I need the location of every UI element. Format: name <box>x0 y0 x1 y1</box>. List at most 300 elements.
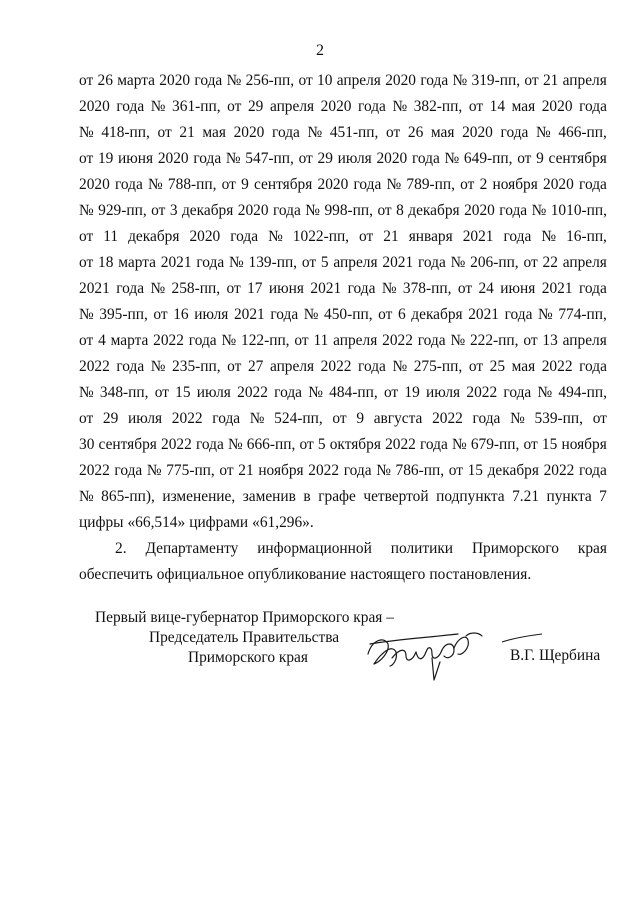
word: 484-пп, <box>329 384 378 401</box>
word: в <box>303 488 311 505</box>
word: года <box>273 202 301 219</box>
word: года <box>417 332 446 349</box>
handwritten-signature <box>362 622 488 686</box>
word: года <box>230 228 259 245</box>
word: 395-пп, <box>99 306 148 323</box>
word: 3 <box>169 202 178 219</box>
word: 2022 <box>171 410 203 427</box>
word: 30 <box>79 436 95 453</box>
word: июля <box>127 410 163 427</box>
word: 9 <box>356 410 365 427</box>
word: № <box>150 98 166 115</box>
word: 2022 <box>153 332 184 349</box>
word: 2021 <box>468 306 499 323</box>
word: декабря <box>411 306 463 323</box>
word: 139-пп, <box>248 254 298 271</box>
word: № <box>229 254 244 271</box>
word: 666-пп, <box>246 436 296 453</box>
word: 2020 <box>189 228 221 245</box>
word: 11 <box>103 228 119 245</box>
text-line <box>79 94 607 120</box>
word: апреля <box>333 254 378 271</box>
word: 2021 <box>541 280 573 297</box>
word: постановления. <box>429 566 532 583</box>
word: цифры <box>79 514 124 531</box>
word: № <box>386 176 402 193</box>
word: 22 <box>542 254 558 271</box>
word: от <box>468 98 484 115</box>
word: 2022 <box>161 436 192 453</box>
word: информационной <box>257 540 372 557</box>
text-line <box>79 432 607 458</box>
word: 2022 <box>79 462 110 479</box>
word: года <box>503 384 532 401</box>
word: 786-пп, <box>395 462 445 479</box>
word: года <box>578 280 607 297</box>
word: 450-пп, <box>324 306 373 323</box>
word: четвертой <box>363 488 429 505</box>
text-line <box>79 536 607 562</box>
word: марта <box>110 332 149 349</box>
signature-flourish <box>500 632 544 644</box>
text-line <box>79 484 607 510</box>
text-line <box>79 120 607 146</box>
word: 865-пп), <box>101 488 155 505</box>
word: июля <box>426 384 461 401</box>
text-line <box>79 250 607 276</box>
word: года <box>579 462 607 479</box>
text-line <box>79 198 607 224</box>
text-line <box>79 146 607 172</box>
word: № <box>392 358 408 375</box>
word: 361-пп, <box>172 98 221 115</box>
word: года <box>347 280 376 297</box>
word: 222-пп, <box>469 332 519 349</box>
word: № <box>307 124 323 141</box>
word: № <box>392 98 408 115</box>
word: года <box>116 98 145 115</box>
word: 2022 <box>466 384 498 401</box>
word: от <box>301 254 317 271</box>
word: 451-пп, <box>329 124 379 141</box>
word: 8 <box>396 202 404 219</box>
signer-title-line-1: Первый вице-губернатор Приморского края – <box>95 609 394 626</box>
word: июля <box>194 306 229 323</box>
word: декабря <box>487 462 539 479</box>
word: 7 <box>599 488 607 505</box>
word: 6 <box>397 306 406 323</box>
word: 256-пп, <box>245 72 295 89</box>
word: 17 <box>247 280 263 297</box>
word: № <box>536 124 551 141</box>
word: года <box>417 254 446 271</box>
word: 2022 <box>543 462 575 479</box>
word: 2021 <box>160 254 192 271</box>
word: июня <box>268 280 304 297</box>
word: обеспечить <box>79 566 153 583</box>
word: сентября <box>548 150 607 167</box>
word: года <box>579 358 607 375</box>
word: года <box>270 306 299 323</box>
word: № <box>268 228 283 245</box>
word: подпункта <box>436 488 505 505</box>
word: 21 <box>542 72 559 89</box>
word: № <box>148 176 163 193</box>
word: 21 <box>238 462 254 479</box>
word: года <box>411 150 440 167</box>
word: № <box>249 410 265 427</box>
word: пункта <box>546 488 592 505</box>
word: года <box>343 462 372 479</box>
word: 2021 <box>310 280 342 297</box>
word: апреля <box>333 332 378 349</box>
word: от <box>79 72 94 89</box>
word: 2020 <box>541 98 573 115</box>
word: года <box>116 358 145 375</box>
word: 418-пп, <box>101 124 150 141</box>
word: от <box>359 228 374 245</box>
word: 7.21 <box>512 488 540 505</box>
word: 2020 <box>79 176 110 193</box>
word: сентября <box>254 176 313 193</box>
word: года <box>499 202 528 219</box>
word: 2020 <box>237 202 269 219</box>
word: от <box>299 436 314 453</box>
word: апреля <box>269 98 315 115</box>
word: 319-пп, <box>471 72 521 89</box>
word: от <box>468 358 484 375</box>
word: 2020 <box>320 98 352 115</box>
word: ноября <box>258 462 304 479</box>
word: 998-пп, <box>324 202 373 219</box>
word: 775-пп, <box>166 462 215 479</box>
word: года <box>353 176 382 193</box>
word: от <box>523 254 538 271</box>
text-line <box>79 562 607 588</box>
word: апреля <box>336 72 381 89</box>
word: 547-пп, <box>245 150 294 167</box>
word: мая <box>202 124 226 141</box>
word: 2020 <box>376 150 408 167</box>
word: 2020 <box>79 98 110 115</box>
word: заменив <box>242 488 296 505</box>
word: года <box>274 384 302 401</box>
word: от <box>383 384 399 401</box>
word: 2022 <box>382 332 413 349</box>
word: 21 <box>179 124 195 141</box>
word: от <box>227 98 242 115</box>
word: от <box>460 176 475 193</box>
word: 348-пп, <box>99 384 149 401</box>
word: 2021 <box>382 254 414 271</box>
word: 26 <box>407 124 424 141</box>
word: 235-пп, <box>172 358 221 375</box>
word: года <box>579 176 607 193</box>
word: 25 <box>489 358 506 375</box>
word: от <box>592 410 607 427</box>
word: года <box>114 176 143 193</box>
word: 2020 <box>159 72 191 89</box>
text-line <box>79 510 607 536</box>
paragraph-amendment <box>79 68 607 536</box>
word: 2020 <box>233 124 265 141</box>
word: 2020 <box>464 202 495 219</box>
word: 2022 <box>385 436 416 453</box>
word: апреля <box>562 72 607 89</box>
page-number: 2 <box>316 42 324 59</box>
word: года <box>272 124 300 141</box>
word: 258-пп, <box>171 280 221 297</box>
word: 29 <box>247 98 264 115</box>
word: 19 <box>404 384 420 401</box>
word: от <box>153 306 168 323</box>
word: года <box>579 98 607 115</box>
text-line <box>79 354 607 380</box>
word: № <box>79 488 94 505</box>
word: 679-пп, <box>470 436 520 453</box>
word: ноября <box>561 436 607 453</box>
word: от <box>517 150 532 167</box>
word: года <box>194 72 223 89</box>
paragraph-publication <box>79 536 607 588</box>
word: от <box>294 332 309 349</box>
word: от <box>79 150 94 167</box>
text-line <box>79 458 607 484</box>
word: 16 <box>173 306 189 323</box>
word: № <box>221 332 237 349</box>
word: от <box>524 72 539 89</box>
word: Департаменту <box>145 540 239 557</box>
word: 11 <box>313 332 329 349</box>
text-line <box>79 224 607 250</box>
word: 382-пп, <box>413 98 463 115</box>
word: октября <box>329 436 381 453</box>
word: года <box>503 228 532 245</box>
word: от <box>378 306 393 323</box>
word: 24 <box>478 280 494 297</box>
word: года <box>195 436 224 453</box>
signer-title-line-2: Председатель Правительства <box>149 629 340 646</box>
word: № <box>538 306 553 323</box>
word: 19 <box>97 150 114 167</box>
word: 2022 <box>320 358 352 375</box>
word: края <box>577 540 607 557</box>
word: июня <box>500 280 536 297</box>
word: года <box>193 150 222 167</box>
word: от <box>226 280 241 297</box>
word: 2022 <box>541 358 573 375</box>
word: 378-пп, <box>402 280 452 297</box>
word: года <box>500 124 529 141</box>
signer-title-line-3: Приморского края <box>188 649 308 666</box>
word: 539-пп, <box>534 410 583 427</box>
word: № <box>381 280 397 297</box>
word: 2020 <box>157 150 189 167</box>
word: марта <box>117 72 155 89</box>
word: № <box>150 280 166 297</box>
word: сентября <box>98 436 157 453</box>
word: ноября <box>492 176 538 193</box>
word: 29 <box>317 150 333 167</box>
word: № <box>150 358 166 375</box>
word: апреля <box>562 254 607 271</box>
word: 122-пп, <box>241 332 290 349</box>
word: года <box>472 410 501 427</box>
word: № <box>146 462 162 479</box>
word: 788-пп, <box>167 176 217 193</box>
word: мая <box>430 124 455 141</box>
word: 206-пп, <box>470 254 519 271</box>
word: 18 <box>98 254 114 271</box>
word: 14 <box>489 98 506 115</box>
word: № <box>541 228 557 245</box>
word: № <box>450 332 466 349</box>
word: 2021 <box>79 280 110 297</box>
word: № <box>225 150 241 167</box>
word: 774-пп, <box>558 306 607 323</box>
word: 26 <box>97 72 113 89</box>
word: № <box>510 410 525 427</box>
word: марта <box>118 254 156 271</box>
word: № <box>452 72 468 89</box>
word: от <box>298 150 313 167</box>
word: года <box>212 410 241 427</box>
word: № <box>450 254 466 271</box>
word: апреля <box>562 332 607 349</box>
word: 2020 <box>317 176 349 193</box>
word: № <box>79 306 94 323</box>
word: 789-пп, <box>406 176 455 193</box>
word: от <box>219 462 234 479</box>
word: 275-пп, <box>413 358 463 375</box>
word: «61,296». <box>252 514 314 531</box>
word: 2022 <box>308 462 340 479</box>
word: 2 <box>479 176 488 193</box>
word: декабря <box>128 228 180 245</box>
text-line <box>79 380 607 406</box>
word: мая <box>511 358 536 375</box>
word: 494-пп, <box>558 384 607 401</box>
word: года <box>420 436 448 453</box>
word: 524-пп, <box>274 410 323 427</box>
text-line <box>79 406 607 432</box>
word: мая <box>511 98 536 115</box>
word: № <box>79 124 94 141</box>
word: 15 <box>175 384 191 401</box>
word: цифрами <box>189 514 249 531</box>
word: от <box>386 124 401 141</box>
word: года <box>420 72 449 89</box>
word: № <box>452 436 467 453</box>
word: 15 <box>467 462 483 479</box>
word: 13 <box>542 332 558 349</box>
word: 5 <box>320 254 329 271</box>
word: от <box>221 176 236 193</box>
word: 2. <box>115 540 127 557</box>
word: апреля <box>269 358 315 375</box>
word: июня <box>118 150 154 167</box>
word: от <box>154 384 169 401</box>
word: от <box>157 124 172 141</box>
word: декабря <box>408 202 460 219</box>
word: № <box>79 384 94 401</box>
word: № <box>537 384 553 401</box>
word: года <box>114 462 143 479</box>
word: 2020 <box>543 176 574 193</box>
word: 2022 <box>432 410 463 427</box>
word: года <box>358 98 386 115</box>
text-line <box>79 302 607 328</box>
word: 9 <box>536 150 544 167</box>
word: года <box>196 254 225 271</box>
word: № <box>227 436 243 453</box>
word: изменение, <box>162 488 236 505</box>
word: настоящего <box>350 566 426 583</box>
word: 10 <box>317 72 333 89</box>
word: 2022 <box>79 358 110 375</box>
word: № <box>226 72 242 89</box>
word: «66,514» <box>127 514 186 531</box>
word: 21 <box>383 228 399 245</box>
word: № <box>305 202 320 219</box>
word: № <box>376 462 391 479</box>
word: 1022-пп, <box>292 228 350 245</box>
word: января <box>408 228 453 245</box>
word: года <box>188 332 217 349</box>
text-line <box>79 328 607 354</box>
word: от <box>377 202 392 219</box>
word: политики <box>390 540 454 557</box>
word: от <box>448 462 463 479</box>
word: 2020 <box>385 72 416 89</box>
word: года <box>504 306 533 323</box>
word: от <box>523 436 538 453</box>
word: № <box>308 384 323 401</box>
word: от <box>151 202 166 219</box>
word: 29 <box>102 410 119 427</box>
document-body <box>79 68 607 588</box>
word: 929-пп, <box>98 202 147 219</box>
word: 9 <box>241 176 249 193</box>
word: 27 <box>247 358 264 375</box>
word: декабря <box>181 202 234 219</box>
word: июля <box>337 150 372 167</box>
word: Приморского <box>471 540 559 557</box>
text-line <box>79 68 607 94</box>
word: 5 <box>317 436 326 453</box>
word: от <box>79 410 94 427</box>
word: официальное <box>156 566 244 583</box>
word: от <box>79 228 94 245</box>
word: № <box>303 306 319 323</box>
word: 2022 <box>237 384 268 401</box>
word: 16-пп, <box>566 228 607 245</box>
word: 2021 <box>462 228 494 245</box>
word: 649-пп, <box>463 150 513 167</box>
word: августа <box>373 410 423 427</box>
word: от <box>457 280 473 297</box>
word: 15 <box>541 436 558 453</box>
word: от <box>298 72 313 89</box>
word: опубликование <box>247 566 347 583</box>
word: 2021 <box>233 306 265 323</box>
word: № <box>444 150 460 167</box>
word: года <box>358 358 386 375</box>
word: № <box>531 202 547 219</box>
word: 466-пп, <box>558 124 607 141</box>
word: графе <box>318 488 356 505</box>
word: от <box>79 332 94 349</box>
